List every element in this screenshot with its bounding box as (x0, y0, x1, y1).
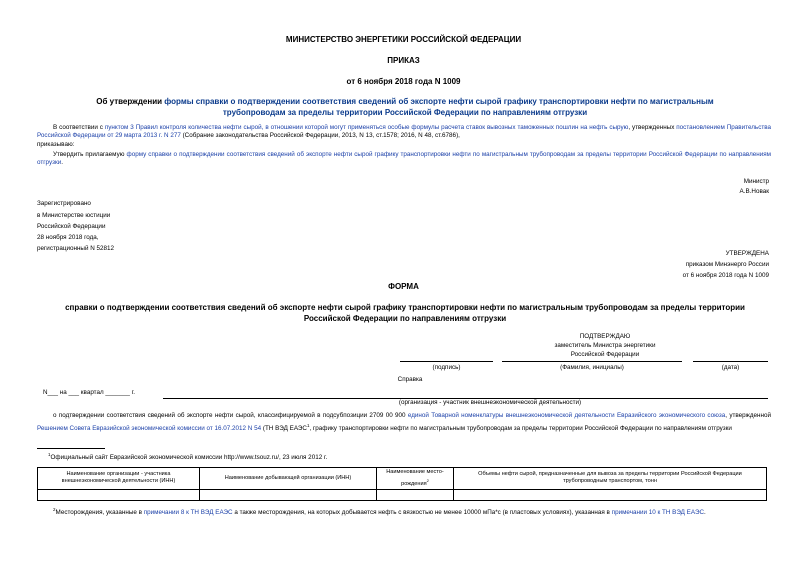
footnote-1-text: Официальный сайт Евразийской экономической комиссии http://www.tsouz.ru/, 23 июля 2012 г. (50, 454, 328, 462)
table-header-cell (377, 468, 454, 490)
footnote-marker: 2 (53, 507, 56, 512)
note-8-link[interactable]: примечании 8 к ТН ВЭД ЕАЭС (143, 509, 233, 517)
order-title-prefix: Об утверждении (96, 97, 165, 106)
footnote-2-text: . (704, 509, 706, 517)
date-underline (693, 361, 768, 362)
signature-name: А.В.Новак (739, 188, 769, 195)
government-decree-link[interactable]: постановлением Правительства Российской Федерации от 29 марта 2013 г. N 277 (37, 124, 772, 139)
signature-label: (подпись) (432, 364, 461, 371)
approved-line: от 6 ноября 2018 года N 1009 (682, 272, 769, 279)
table-cell[interactable] (200, 489, 377, 500)
name-label: (Фамилия, инициалы) (560, 364, 624, 371)
confirm-line: ПОДТВЕРЖДАЮ (579, 333, 631, 340)
rules-link[interactable]: пунктом 3 Правил контроля количества нефти сырой, в отношении которой могут применяться особые формулы расчета ставок вывозных таможенных пошлин на нефть сырую (104, 124, 629, 131)
confirm-line: Российской Федерации (570, 351, 640, 358)
table-cell[interactable] (454, 489, 767, 500)
table-header-row (38, 468, 767, 490)
footnote-divider (37, 448, 105, 449)
approved-block (683, 250, 769, 283)
approve-text: Утвердить прилагаемую (53, 151, 127, 158)
footnote-2 (37, 505, 771, 518)
form-link[interactable]: форму справки о подтверждении соответствия сведений об экспорте нефти сырой графику транспортировки нефти по магистральным трубопроводам за пределы территории Российской Федерации по направлениям отгрузки (37, 151, 772, 166)
eec-decision-link[interactable]: Решением Совета Евразийской экономической комиссии от 16.07.2012 N 54 (37, 424, 262, 432)
table-header-cell: Наименование организации - участника внешнеэкономической деятельности (ИНН) (38, 468, 200, 490)
footnote-1 (48, 451, 327, 462)
certificate-text: , графику транспортировки нефти по магистральным трубопроводам за пределы территории Российской Федерации по направлениям отгрузки (309, 424, 732, 432)
registration-line: в Министерстве юстиции (37, 212, 111, 219)
preamble-paragraph (37, 124, 771, 140)
certificate-word: Справка (397, 376, 423, 383)
ministry-title: МИНИСТЕРСТВО ЭНЕРГЕТИКИ РОССИЙСКОЙ ФЕДЕРАЦИИ (285, 35, 522, 44)
certificate-text: (ТН ВЭД ЕАЭС (261, 424, 307, 432)
doc-date-number: от 6 ноября 2018 года N 1009 (346, 77, 461, 86)
order-word: приказываю: (37, 141, 75, 148)
approve-text: . (61, 159, 64, 166)
organization-label: (организация - участник внешнеэкономической деятельности) (398, 399, 582, 406)
preamble-text: (Собрание законодательства Российской Федерации, 2013, N 13, ст.1578; 2016, N 48, ст.6786), (180, 132, 460, 139)
form-title: справки о подтверждении соответствия сведений об экспорте нефти сырой графику транспортировки нефти по магистральным трубопроводам за пределы территории Российской Федерации по направлениям отгрузки (65, 303, 745, 323)
name-underline (502, 361, 682, 362)
order-title (70, 96, 740, 118)
footnote-2-text: Месторождения, указанные в (55, 509, 144, 517)
footnote-2-text: а также месторождения, на которых добывается нефть с вязкостью не менее 10000 мПа*с (в пластовых условиях), указанная в (232, 509, 612, 517)
number-quarter-line: N___ на ___ квартал _______ г. (43, 389, 135, 396)
signature-underline (400, 361, 493, 362)
table-cell[interactable] (38, 489, 200, 500)
table-header-cell: Наименование добывающей организации (ИНН) (200, 468, 377, 490)
registration-line: регистрационный N 52812 (37, 245, 115, 252)
order-title-link[interactable]: формы справки о подтверждении соответствия сведений об экспорте нефти сырой графику транспортировки нефти по магистральным трубопроводам за пределы территории Российской Федерации по направлениям отгрузки (164, 97, 714, 117)
footnote-marker: 2 (426, 477, 429, 483)
date-label: (дата) (721, 364, 740, 371)
doc-type: ПРИКАЗ (387, 56, 420, 65)
registration-line: Зарегистрировано (37, 200, 91, 207)
footnote-divider (37, 500, 105, 501)
signature-position: Министр (743, 178, 769, 185)
certificate-text: о подтверждении соответствия сведений об экспорте нефти сырой, классифицируемой в подсубпозиции 2709 00 900 (53, 412, 408, 419)
table-header-text: Наименование место-рождения (386, 469, 444, 487)
preamble-text: , утвержденных (628, 124, 677, 131)
table-cell[interactable] (377, 489, 454, 500)
confirm-line: заместитель Министра энергетики (554, 342, 656, 349)
preamble-text: В соответствии с (53, 124, 105, 131)
registration-line: 28 ноября 2018 года, (37, 234, 99, 241)
certificate-text: , утвержденной (725, 412, 771, 419)
table-row (38, 489, 767, 500)
tn-ved-link[interactable]: единой Товарной номенклатуры внешнеэкономической деятельности Евразийского экономического союза (407, 412, 726, 419)
footnote-marker: 1 (306, 422, 310, 428)
approved-line: УТВЕРЖДЕНА (725, 250, 769, 257)
registration-line: Российской Федерации (37, 223, 106, 230)
registration-block (37, 200, 114, 256)
form-table (37, 467, 767, 501)
certificate-body (37, 411, 771, 433)
approved-line: приказом Минэнерго России (685, 261, 769, 268)
approve-paragraph (37, 151, 771, 167)
footnote-marker: 1 (48, 452, 51, 457)
confirm-block (505, 333, 705, 360)
table-header-cell: Объемы нефти сырой, предназначенные для вывоза за пределы территории Российской Федерации трубопроводным транспортом, тонн (454, 468, 767, 490)
note-10-link[interactable]: примечании 10 к ТН ВЭД ЕАЭС (611, 509, 705, 517)
form-heading: ФОРМА (388, 282, 419, 291)
